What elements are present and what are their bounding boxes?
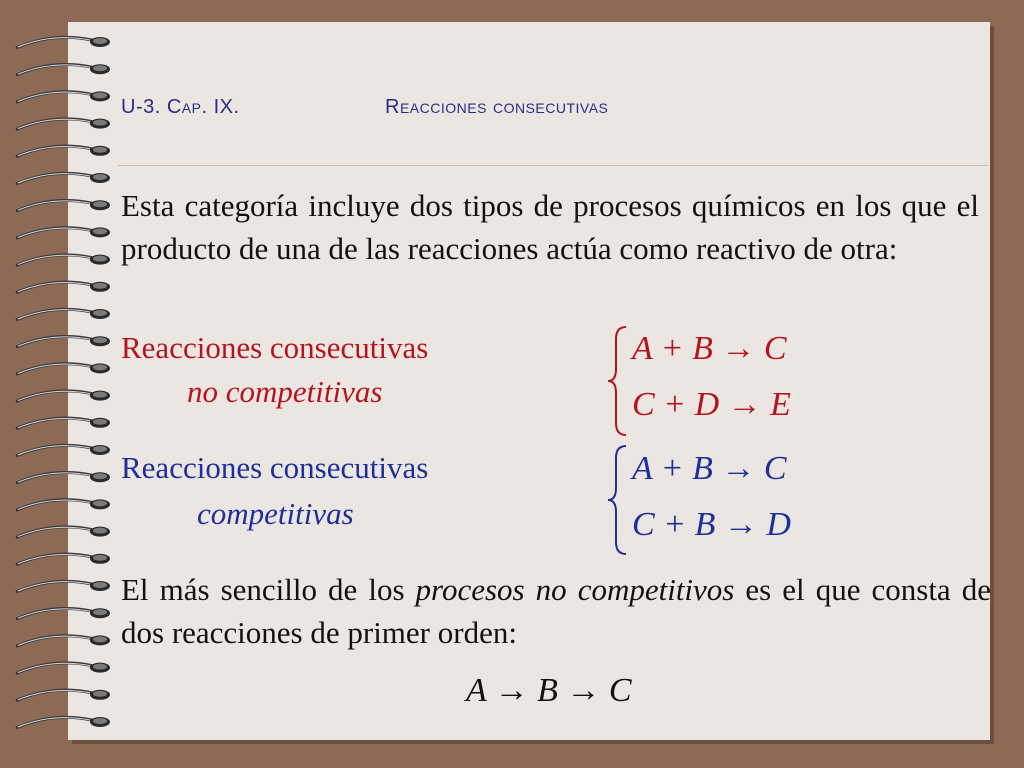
final-equation: A → B → C: [466, 672, 632, 709]
spiral-ring: [16, 717, 110, 728]
group-2-subtitle: competitivas: [197, 496, 354, 531]
spiral-ring: [16, 200, 110, 211]
spiral-ring: [16, 663, 110, 674]
spiral-ring: [16, 37, 110, 48]
spiral-ring: [16, 527, 110, 538]
spiral-ring: [16, 91, 110, 102]
spiral-ring: [16, 608, 110, 619]
closing-paragraph: [121, 568, 991, 654]
spiral-ring: [16, 363, 110, 374]
unit-label: U-3. Cap. IX.: [121, 96, 240, 118]
spiral-ring: [16, 255, 110, 266]
group-2-equation-1: A + B → C: [632, 450, 787, 487]
spiral-ring: [16, 635, 110, 646]
spiral-ring: [16, 445, 110, 456]
group-1-equation-1: A + B → C: [632, 330, 787, 367]
spiral-ring: [16, 309, 110, 320]
closing-emphasis: procesos no competitivos: [415, 572, 735, 607]
group-2-equation-2: C + B → D: [632, 506, 791, 543]
group-1-subtitle: no competitivas: [187, 374, 383, 409]
spiral-ring: [16, 472, 110, 483]
intro-paragraph: Esta categoría incluye dos tipos de procesos químicos en los que el producto de una de las reacciones actúa como reactivo de otra:: [121, 188, 979, 266]
spiral-ring: [16, 146, 110, 157]
spiral-ring: [16, 64, 110, 75]
group-2-brace: [606, 444, 630, 556]
spiral-ring: [16, 554, 110, 565]
spiral-ring: [16, 282, 110, 293]
closing-text-before: El más sencillo de los: [121, 572, 416, 607]
group-1-equation-2: C + D → E: [632, 386, 791, 423]
closing-text-after: es el que consta de dos reacciones de primer orden:: [121, 572, 991, 650]
header-divider: [118, 165, 988, 166]
spiral-binding: [12, 28, 122, 748]
spiral-ring: [16, 336, 110, 347]
spiral-ring: [16, 581, 110, 592]
topic-title: Reacciones consecutivas: [385, 96, 609, 118]
group-2-title: Reacciones consecutivas: [121, 450, 429, 485]
spiral-ring: [16, 499, 110, 510]
spiral-ring: [16, 119, 110, 130]
group-1-title: Reacciones consecutivas: [121, 330, 429, 365]
spiral-ring: [16, 173, 110, 184]
spiral-ring: [16, 418, 110, 429]
spiral-ring: [16, 391, 110, 402]
spiral-ring: [16, 227, 110, 238]
group-1-brace: [606, 325, 630, 437]
spiral-ring: [16, 690, 110, 701]
